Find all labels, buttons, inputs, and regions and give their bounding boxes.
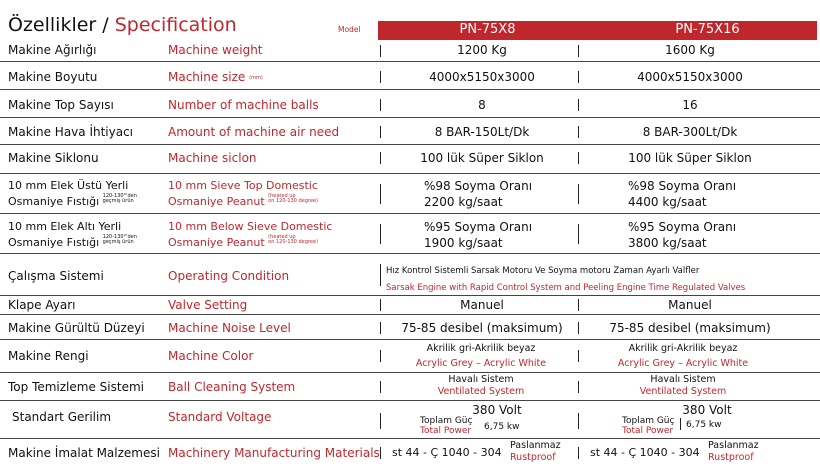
- row-tr-label: Makine Ağırlığı: [8, 43, 97, 57]
- value-model-2: 100 lük Süper Siklon: [628, 151, 752, 165]
- power-label: [420, 416, 472, 436]
- column-separator: [578, 299, 579, 311]
- row-siclon: [0, 145, 820, 174]
- row-tr-label: Makine Gürültü Düzeyi: [8, 321, 145, 335]
- row-tr-label: Makine Siklonu: [8, 151, 99, 165]
- row-valve: [0, 296, 820, 315]
- value-model-1: 4000x5150x3000: [429, 70, 535, 84]
- tr-text: Osmaniye Fıstığı: [8, 195, 100, 208]
- column-separator: [578, 413, 579, 429]
- value-model-2: 16: [682, 98, 698, 112]
- column-separator: [578, 350, 579, 362]
- row-operating: [0, 254, 820, 296]
- material-en: Rustproof: [708, 452, 754, 463]
- tr-line-1: 10 mm Elek Üstü Yerli: [8, 179, 129, 192]
- value-model-2: 75-85 desibel (maksimum): [609, 321, 771, 335]
- column-separator: [380, 381, 381, 393]
- v-line-1: %95 Soyma Oranı: [628, 220, 737, 234]
- note-1: (heated up: [268, 193, 296, 199]
- power-label: [622, 416, 674, 436]
- en-note: [268, 194, 318, 204]
- row-en-label: [168, 70, 263, 84]
- row-top-sieve: [0, 174, 820, 214]
- value-model-2: Manuel: [668, 298, 712, 312]
- row-en-label: Machine siclon: [168, 151, 257, 165]
- row-weight: [0, 40, 820, 62]
- note-2: on 120-130 degree): [268, 239, 318, 245]
- v-line-1: %95 Soyma Oranı: [424, 220, 533, 234]
- tr-note: [103, 194, 137, 204]
- row-en-label: Valve Setting: [168, 298, 248, 312]
- value-model-2: [598, 374, 768, 398]
- column-separator: [380, 99, 381, 111]
- column-separator: [578, 184, 579, 204]
- row-bottom-sieve: [0, 214, 820, 254]
- row-tr-label: [8, 178, 137, 210]
- volt-value: 380 Volt: [682, 403, 732, 417]
- value-model-2: [598, 343, 768, 370]
- column-separator: [578, 224, 579, 244]
- row-tr-label: Makine Hava İhtiyacı: [8, 125, 134, 139]
- note-2: on 120-130 degree): [268, 198, 318, 204]
- tr-note: [103, 235, 137, 245]
- en-line-2: [168, 235, 332, 251]
- value-model-1: [424, 219, 532, 251]
- power-tr: Toplam Güç: [622, 416, 675, 426]
- v-line-2: 1900 kg/saat: [424, 236, 503, 250]
- operating-value: [386, 263, 745, 297]
- column-separator: [380, 224, 381, 244]
- column-separator: [578, 152, 579, 164]
- column-separator: [578, 447, 579, 459]
- row-en-label: Number of machine balls: [168, 98, 319, 112]
- column-separator: [578, 99, 579, 111]
- column-separator: [380, 126, 381, 138]
- power-value: 6,75 kw: [686, 420, 722, 430]
- page-title: [8, 14, 237, 36]
- row-tr-label: Makine İmalat Malzemesi: [8, 446, 160, 460]
- tr-line-2: [8, 194, 137, 210]
- color-tr: Akrilik gri-Akrilik beyaz: [628, 343, 738, 354]
- value-model-1: [424, 178, 532, 210]
- row-size: [0, 62, 820, 90]
- en-line-2: [168, 194, 318, 210]
- row-en-label: [168, 178, 318, 210]
- column-separator: [380, 264, 381, 286]
- row-tr-label: Top Temizleme Sistemi: [8, 380, 144, 394]
- model-2: PN-75X16: [675, 22, 740, 37]
- operating-tr: Hız Kontrol Sistemli Sarsak Motoru Ve Soyma motoru Zaman Ayarlı Valfler: [386, 266, 700, 276]
- column-separator: [380, 152, 381, 164]
- row-en-label: Standard Voltage: [168, 410, 272, 424]
- volt-value: 380 Volt: [472, 403, 522, 417]
- value-model-2: [622, 403, 762, 436]
- value-model-2: 8 BAR-300Lt/Dk: [642, 125, 738, 139]
- cleaning-tr: Havalı Sistem: [448, 374, 514, 385]
- row-tr-label: Makine Top Sayısı: [8, 98, 114, 112]
- power-value: 6,75 kw: [484, 422, 520, 432]
- value-model-1: 75-85 desibel (maksimum): [401, 321, 563, 335]
- row-materials: [0, 439, 820, 472]
- value-model-1: [396, 343, 566, 370]
- power-en: Total Power: [622, 426, 674, 436]
- en-text: Osmaniye Peanut: [168, 236, 265, 249]
- cleaning-tr: Havalı Sistem: [650, 374, 716, 385]
- row-balls: [0, 90, 820, 118]
- row-en-label: Operating Condition: [168, 269, 290, 283]
- value-model-1: 1200 Kg: [457, 43, 507, 57]
- row-tr-label: Standart Gerilim: [12, 410, 112, 424]
- row-en-label: [168, 219, 332, 251]
- en-line-1: 10 mm Below Sieve Domestic: [168, 220, 333, 233]
- color-en: Acrylic Grey – Acrylic White: [617, 358, 749, 369]
- row-tr-label: [8, 219, 137, 251]
- value-model-2: 4000x5150x3000: [637, 70, 743, 84]
- row-tr-label: Çalışma Sistemi: [8, 269, 104, 283]
- row-en-label: Ball Cleaning System: [168, 380, 296, 394]
- cleaning-en: Ventilated System: [437, 386, 525, 397]
- column-separator: [578, 381, 579, 393]
- column-separator: [380, 299, 381, 311]
- row-en-label: Machinery Manufacturing Materials: [168, 446, 380, 460]
- value-model-1: [420, 403, 550, 436]
- v-line-2: 3800 kg/saat: [628, 236, 707, 250]
- column-separator: [578, 126, 579, 138]
- column-separator: [380, 413, 381, 429]
- power-separator: [680, 418, 681, 430]
- v-line-1: %98 Soyma Oranı: [424, 179, 533, 193]
- value-model-1: 8: [478, 98, 486, 112]
- model-header-bar: [378, 21, 817, 40]
- row-tr-label: Makine Rengi: [8, 349, 89, 363]
- row-tr-label: Klape Ayarı: [8, 298, 76, 312]
- note-1: (heated up: [268, 234, 296, 240]
- column-separator: [578, 71, 579, 83]
- column-separator: [380, 322, 381, 334]
- value-model-1: 100 lük Süper Siklon: [420, 151, 544, 165]
- v-line-2: 4400 kg/saat: [628, 195, 707, 209]
- note-1: 120-130°'den: [102, 193, 137, 199]
- value-model-2: [628, 178, 736, 210]
- note-2: geçmiş ürün: [102, 239, 134, 245]
- material-tr: Paslanmaz: [510, 440, 561, 451]
- v-line-2: 2200 kg/saat: [424, 195, 503, 209]
- steel-grade: st 44 - Ç 1040 - 304: [392, 446, 502, 459]
- note-1: 120-130°'den: [102, 234, 137, 240]
- row-en-label: Machine Color: [168, 349, 254, 363]
- column-separator: [380, 71, 381, 83]
- column-separator: [380, 45, 381, 57]
- steel-grade: st 44 - Ç 1040 - 304: [590, 446, 700, 459]
- material-label: [708, 440, 759, 464]
- en-text: Machine size: [168, 70, 246, 84]
- row-en-label: Machine weight: [168, 43, 263, 57]
- unit-note: (mm): [249, 75, 263, 81]
- column-separator: [380, 350, 381, 362]
- material-label: [510, 440, 561, 464]
- value-model-1: [396, 374, 566, 398]
- row-voltage: [0, 401, 820, 439]
- en-line-1: 10 mm Sieve Top Domestic: [168, 179, 318, 192]
- column-separator: [380, 447, 381, 459]
- column-separator: [578, 322, 579, 334]
- title-tr: Özellikler /: [8, 14, 115, 36]
- en-note: [268, 235, 318, 245]
- power-en: Total Power: [420, 426, 472, 436]
- value-model-1: Manuel: [460, 298, 504, 312]
- row-tr-label: Makine Boyutu: [8, 70, 98, 84]
- tr-line-2: [8, 235, 137, 251]
- cleaning-en: Ventilated System: [639, 386, 727, 397]
- column-separator: [578, 45, 579, 57]
- v-line-1: %98 Soyma Oranı: [628, 179, 737, 193]
- title-en: Specification: [114, 14, 237, 36]
- model-label: Model: [338, 25, 361, 34]
- model-1: PN-75X8: [459, 22, 516, 37]
- operating-en: Sarsak Engine with Rapid Control System and Peeling Engine Time Regulated Valves: [386, 283, 746, 293]
- color-en: Acrylic Grey – Acrylic White: [415, 358, 547, 369]
- value-model-1: 8 BAR-150Lt/Dk: [434, 125, 530, 139]
- row-en-label: Machine Noise Level: [168, 321, 291, 335]
- color-tr: Akrilik gri-Akrilik beyaz: [426, 343, 536, 354]
- en-text: Osmaniye Peanut: [168, 195, 265, 208]
- value-model-2: [628, 219, 736, 251]
- row-color: [0, 340, 820, 373]
- note-2: geçmiş ürün: [102, 198, 134, 204]
- row-ball-cleaning: [0, 373, 820, 401]
- row-noise: [0, 315, 820, 340]
- column-separator: [380, 184, 381, 204]
- row-air: [0, 118, 820, 145]
- power-tr: Toplam Güç: [420, 416, 473, 426]
- tr-line-1: 10 mm Elek Altı Yerli: [8, 220, 122, 233]
- material-en: Rustproof: [510, 452, 556, 463]
- row-en-label: Amount of machine air need: [168, 125, 340, 139]
- value-model-2: 1600 Kg: [665, 43, 715, 57]
- spec-header: [0, 0, 820, 40]
- tr-text: Osmaniye Fıstığı: [8, 236, 100, 249]
- material-tr: Paslanmaz: [708, 440, 759, 451]
